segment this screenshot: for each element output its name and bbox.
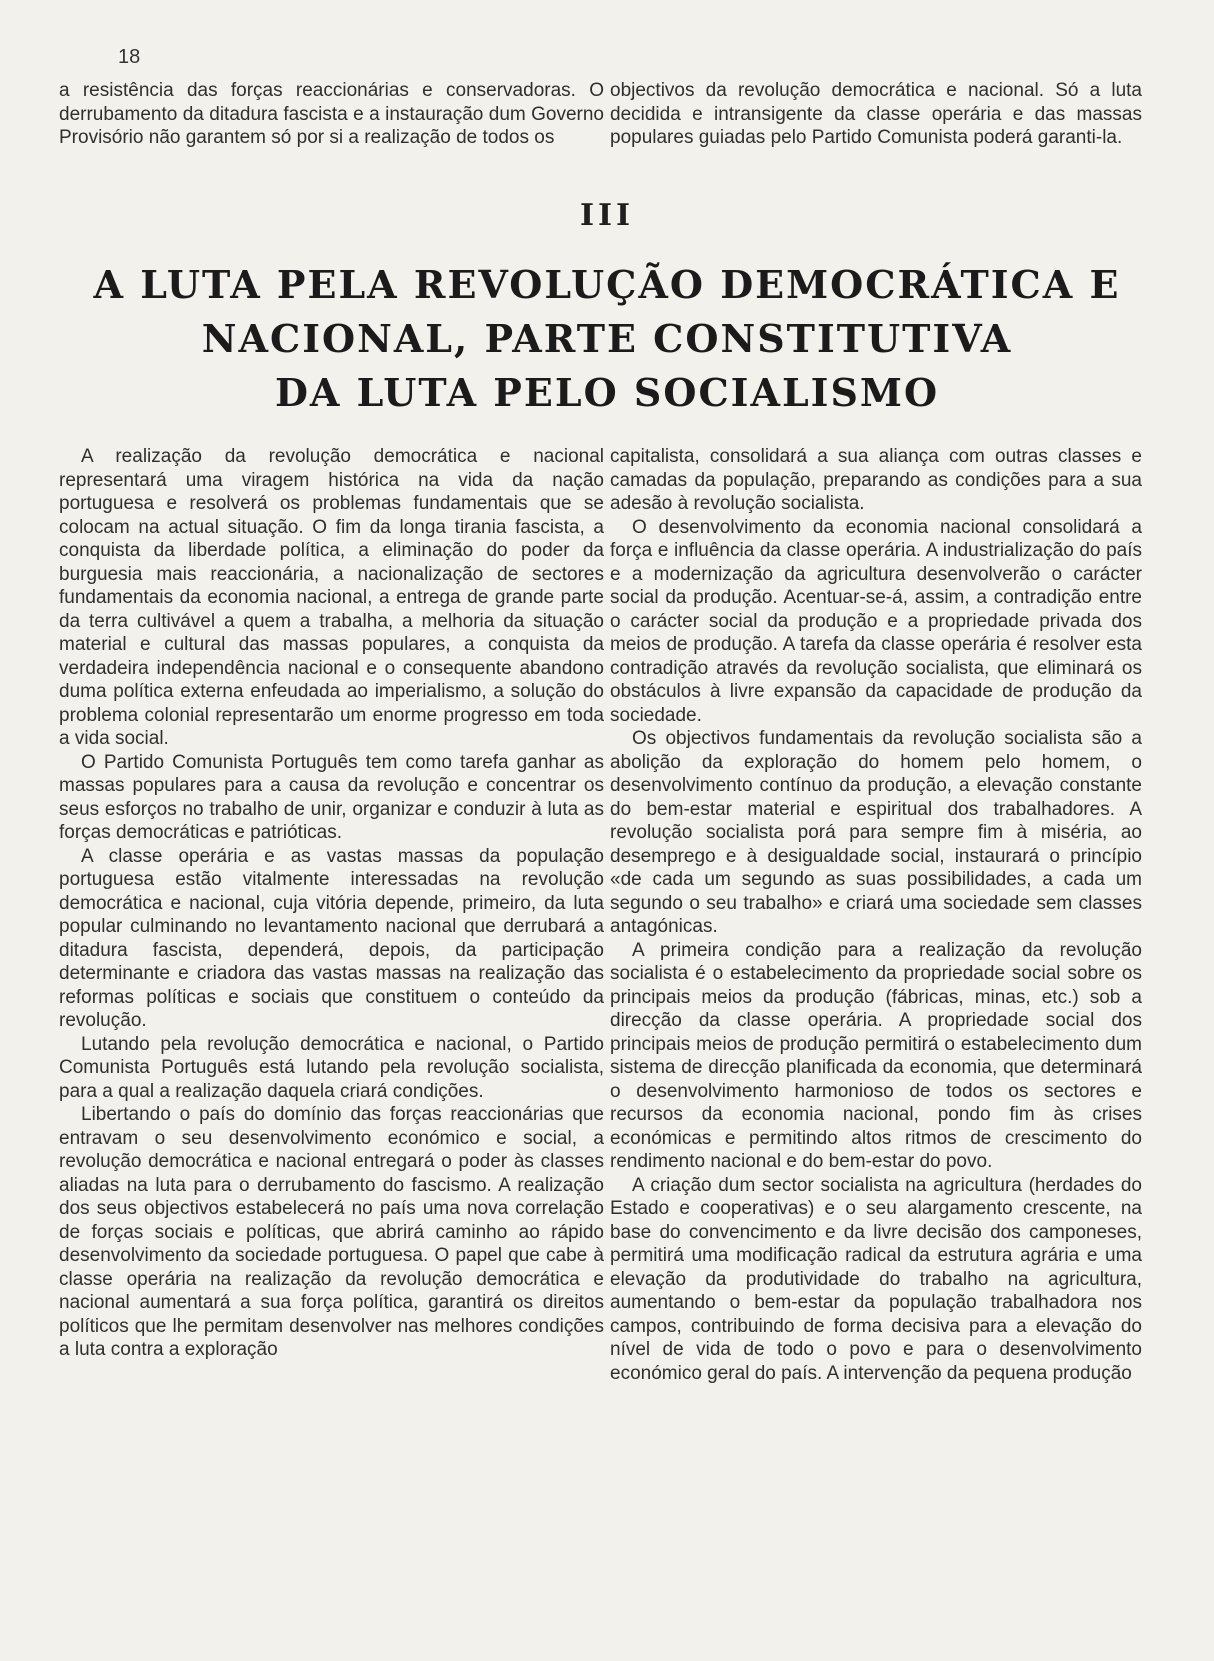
heading-line-2: NACIONAL, PARTE CONSTITUTIVA bbox=[201, 316, 1013, 361]
paragraph: O Partido Comunista Português tem como tarefa ganhar as massas populares para a causa da revolução e concentrar os seus esforços no trabalho de unir, organizar e conduzir à luta as forças democráticas e patrióticas. bbox=[59, 751, 604, 843]
paragraph: Os objectivos fundamentais da revolução socialista são a abolição da exploração do homem pelo homem, o desenvolvimento contínuo da produção, a elevação constante do bem-estar material e espiritual dos trabalhadores. A revolução socialista porá para sempre fim à miséria, ao desemprego e à desigualdade social, instaurará o princípio «de cada um segundo as suas possibilidades, a cada um segundo o seu trabalho» e criará uma sociedade sem classes antagónicas. bbox=[610, 728, 1142, 937]
paragraph: A primeira condição para a realização da revolução socialista é o estabelecimento da propriedade social sobre os principais meios da produção (fábricas, minas, etc.) sob a direcção da classe operária. A propriedade social dos principais meios de produção permitirá o estabelecimento dum sistema de direcção planificada da economia, que determinará o desenvolvimento harmonioso de todos os sectores e recursos da economia nacional, pondo fim às crises económicas e permitindo altos ritmos de crescimento do rendimento nacional e do bem-estar do povo. bbox=[610, 939, 1142, 1172]
right-column bbox=[610, 445, 1142, 1385]
left-column bbox=[59, 445, 604, 1362]
paragraph: capitalista, consolidará a sua aliança com outras classes e camadas da população, preparando as condições para a sua adesão à revolução socialista. bbox=[610, 446, 1142, 514]
paragraph: objectivos da revolução democrática e nacional. Só a luta decidida e intransigente da classe operária e das massas populares guiadas pelo Partido Comunista poderá garanti-la. bbox=[610, 80, 1142, 148]
paragraph: Libertando o país do domínio das forças reaccionárias que entravam o seu desenvolvimento económico e social, a revolução democrática e nacional entregará o poder às classes aliadas na luta para o derrubamento do fascismo. A realização dos seus objectivos estabelecerá no país uma nova correlação de forças sociais e políticas, que abrirá caminho ao rápido desenvolvimento da sociedade portuguesa. O papel que cabe à classe operária na realização da revolução democrática e nacional aumentará a sua força política, garantirá os direitos políticos que lhe permitam desenvolver nas melhores condições a luta contra a exploração bbox=[59, 1104, 604, 1360]
heading-line-3: DA LUTA PELO SOCIALISMO bbox=[274, 370, 940, 415]
paragraph: O desenvolvimento da economia nacional consolidará a força e influência da classe operária. A industrialização do país e a modernização da agricultura desenvolverão o carácter social da produção. Acentuar-se-á, assim, a contradição entre o carácter social da produção e a propriedade privada dos meios de produção. A tarefa da classe operária é resolver esta contradição através da revolução socialista, que eliminará os obstáculos à livre expansão da capacidade de produção da sociedade. bbox=[610, 516, 1142, 726]
page-number: 18 bbox=[118, 46, 141, 68]
paragraph: a resistência das forças reaccionárias e conservadoras. O derrubamento da ditadura fascista e a instauração dum Governo Provisório não garantem só por si a realização de todos os bbox=[59, 80, 604, 148]
paragraph: A criação dum sector socialista na agricultura (herdades do Estado e cooperativas) e o seu alargamento crescente, na base do convencimento e da livre decisão dos camponeses, permitirá uma modificação radical da estrutura agrária e uma elevação da produtividade do trabalho na agricultura, aumentando o bem-estar da população trabalhadora nos campos, contribuindo de forma decisiva para a elevação do nível de vida de todo o povo e para o desenvolvimento económico geral do país. A intervenção da pequena produção bbox=[610, 1174, 1142, 1384]
chapter-heading bbox=[0, 258, 1214, 420]
paragraph: Lutando pela revolução democrática e nacional, o Partido Comunista Português está lutando pela revolução socialista, para a qual a realização daquela criará condições. bbox=[59, 1033, 604, 1102]
section-number: III bbox=[579, 198, 635, 233]
paragraph: A classe operária e as vastas massas da população portuguesa estão vitalmente interessadas na revolução democrática e nacional, cuja vitória depende, primeiro, da luta popular culminando no levantamento nacional que derrubará a ditadura fascista, dependerá, depois, da participação determinante e criadora das vastas massas na realização das reformas políticas e sociais que constituem o conteúdo da revolução. bbox=[59, 845, 604, 1031]
top-right-column bbox=[610, 79, 1142, 150]
heading-line-1: A LUTA PELA REVOLUÇÃO DEMOCRÁTICA E bbox=[93, 262, 1121, 307]
top-left-column bbox=[59, 79, 604, 150]
paragraph: A realização da revolução democrática e nacional representará uma viragem histórica na vida da nação portuguesa e resolverá os problemas fundamentais que se colocam na actual situação. O fim da longa tirania fascista, a conquista da liberdade política, a eliminação do poder da burguesia mais reaccionária, a nacionalização de sectores fundamentais da economia nacional, a entrega de grande parte da terra cultivável a quem a trabalha, a melhoria da situação material e cultural das massas populares, a conquista da verdadeira independência nacional e o consequente abandono duma política externa enfeudada ao imperialismo, a solução do problema colonial representarão um enorme progresso em toda a vida social. bbox=[59, 446, 604, 749]
